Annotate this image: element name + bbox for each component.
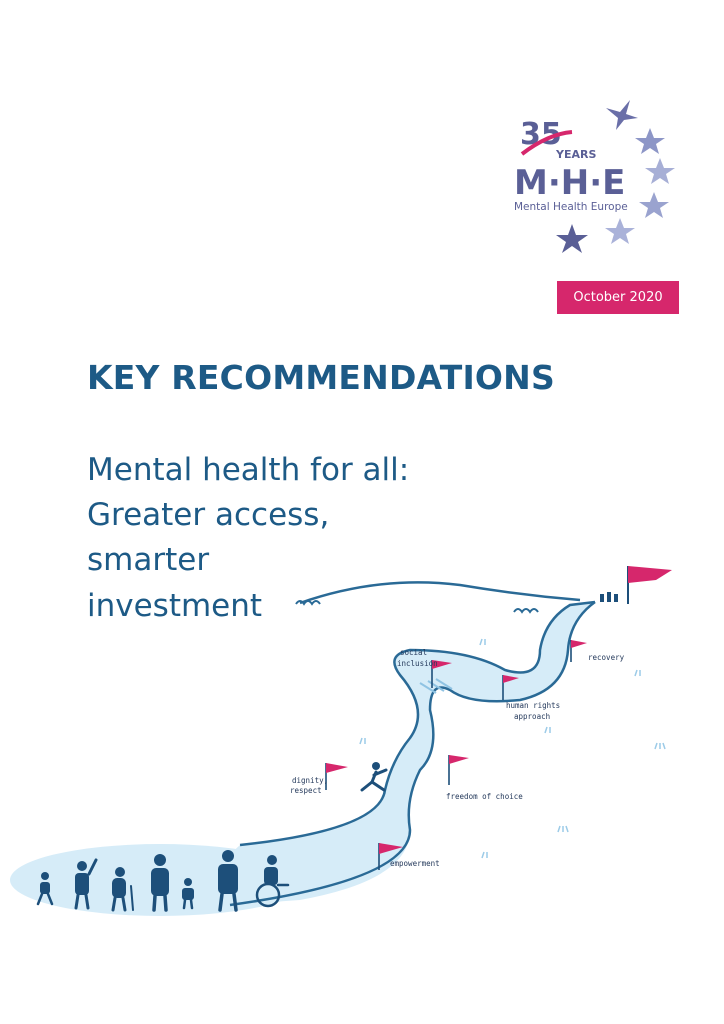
- label-dignity-1: dignity,: [292, 776, 329, 785]
- river-edge-left: [240, 602, 595, 845]
- subtitle-line-2: Greater access,: [87, 497, 330, 533]
- label-recovery: recovery: [588, 653, 625, 662]
- label-human-rights-1: human rights: [506, 701, 561, 710]
- logo-years-word: YEARS: [556, 148, 597, 161]
- hill-outline: [300, 582, 580, 603]
- runner-figure: [362, 762, 386, 790]
- summit-group: [600, 592, 618, 602]
- flag-freedom: [449, 755, 469, 785]
- label-freedom-of-choice: freedom of choice: [446, 792, 523, 801]
- label-human-rights-2: approach: [514, 712, 551, 721]
- flag-recovery: [571, 640, 587, 662]
- subtitle-line-1: Mental health for all:: [87, 452, 410, 488]
- page-title: KEY RECOMMENDATIONS: [87, 358, 555, 397]
- subtitle-line-4: investment: [87, 588, 263, 624]
- goal-flag: [628, 566, 672, 604]
- shrub-left: [296, 601, 320, 604]
- shrub-right: [514, 609, 538, 612]
- date-badge: October 2020: [557, 281, 679, 314]
- logo-organization: Mental Health Europe: [514, 201, 628, 213]
- river-path-illustration: [0, 560, 724, 940]
- label-social-inclusion-1: social: [400, 648, 428, 657]
- flag-dignity: [326, 763, 348, 790]
- label-empowerment: empowerment: [390, 859, 440, 868]
- mhe-logo: [508, 96, 688, 266]
- label-dignity-2: respect: [290, 786, 322, 795]
- subtitle-line-3: smarter: [87, 542, 210, 578]
- logo-acronym: M·H·E: [514, 163, 626, 203]
- label-social-inclusion-2: inclusion: [397, 659, 438, 668]
- logo-years-number: 35: [520, 117, 562, 152]
